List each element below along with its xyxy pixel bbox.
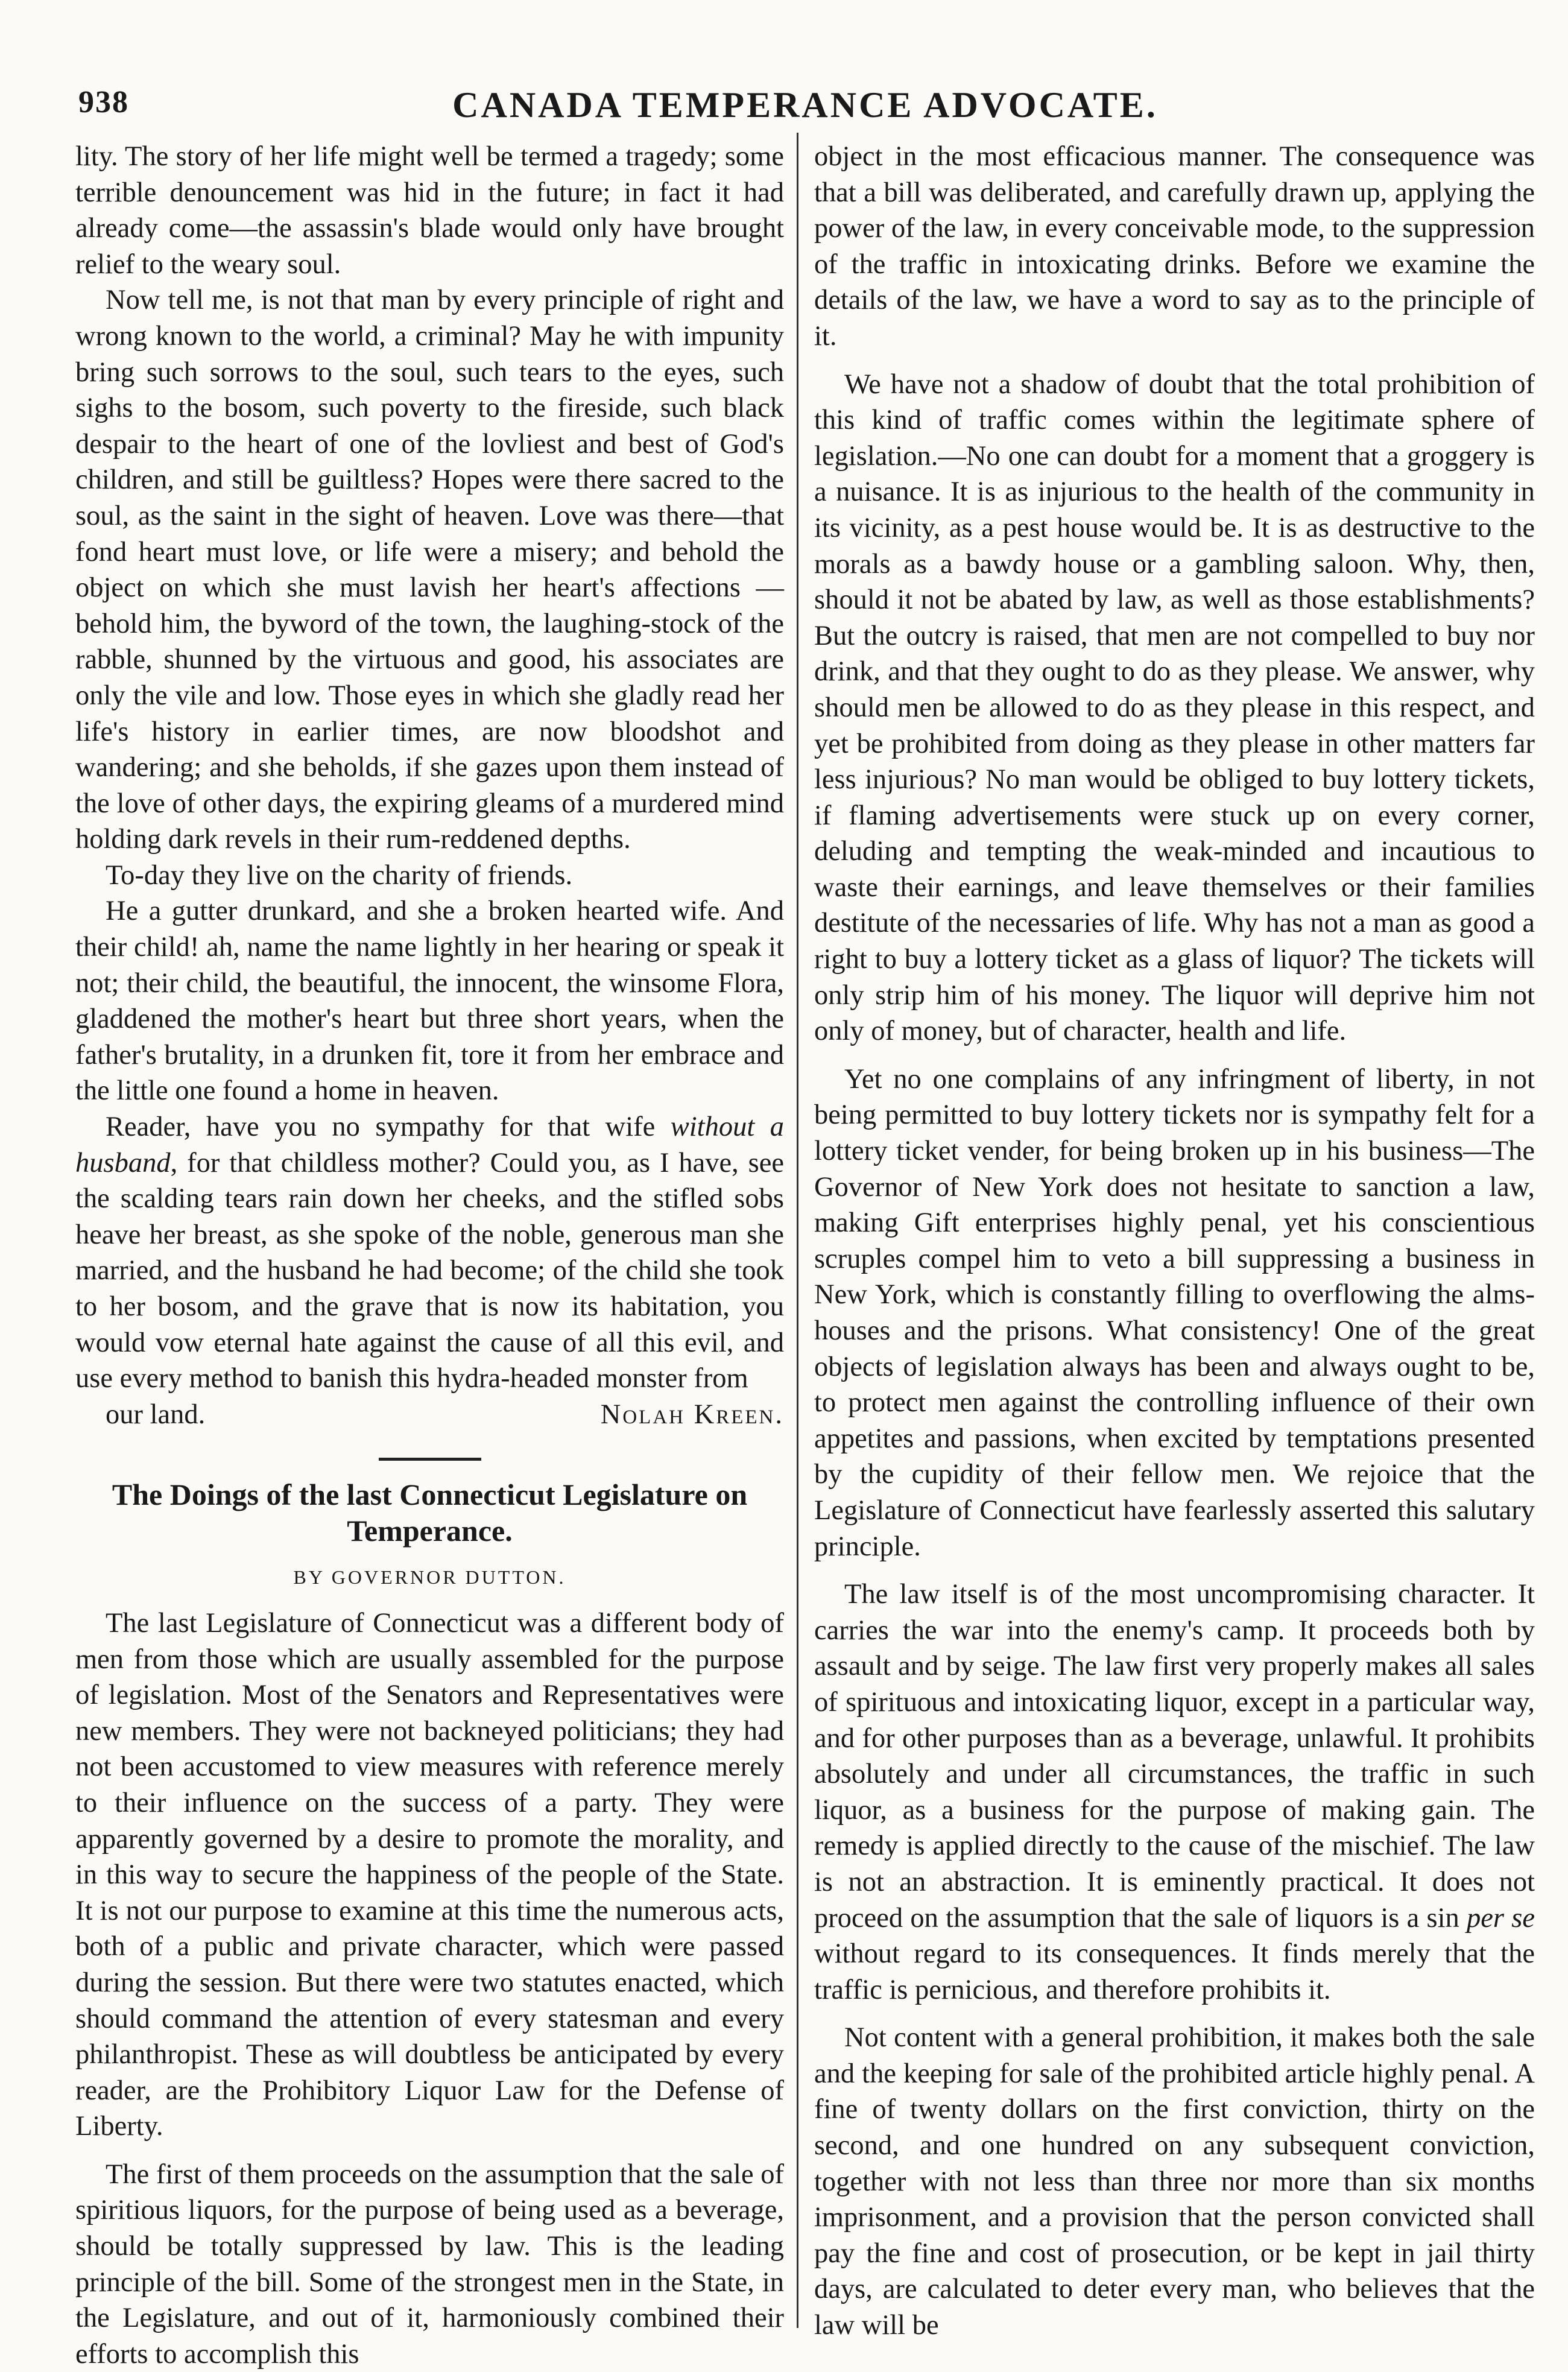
byline: BY GOVERNOR DUTTON. bbox=[293, 1566, 566, 1589]
column-divider bbox=[797, 133, 798, 2328]
paragraph: lity. The story of her life might well be termed a tragedy; some terrible denouncement was hid in the future; in fact it had already come—the assassin's blade would only have brought relief to the weary soul. bbox=[75, 141, 784, 280]
text-run: , for that childless mother? Could you, as I have, see the scalding tears rain down her cheeks, and the stifled sobs heave her breast, as she spoke of the noble, generous man she married, and the husband he had become; of the child she took to her bosom, and the grave that is now its habitation, you would vow eternal hate against the cause of all this evil, and use every method to banish this hydra-headed monster from bbox=[75, 1147, 784, 1394]
paragraph: Yet no one complains of any infringment of liberty, in not being permitted to buy lottery tickets nor is sympathy felt for a lottery ticket vender, for being broken up in his business—The Governor of New York does not hesitate to sanction a law, making Gift enterprises highly penal, yet his conscientious scruples compel him to veto a bill suppressing a business in New York, which is constantly filling to overflowing the alms-houses and the prisons. What consistency! One of the great objects of legislation always has been and always ought to be, to protect men against the controlling influence of their own appetites and passions, when excited by temptations presented by the cupidity of their fellow men. We rejoice that the Legislature of Connecticut have fearlessly asserted this salutary principle. bbox=[814, 1063, 1535, 1562]
masthead-title: CANADA TEMPERANCE ADVOCATE. bbox=[452, 85, 1158, 125]
author-signature: Nolah Kreen. bbox=[600, 1399, 784, 1430]
page-header bbox=[78, 84, 1532, 139]
right-column bbox=[814, 139, 1535, 2341]
paragraph: object in the most efficacious manner. The consequence was that a bill was deliberated, and carefully drawn up, applying the power of the law, in every conceivable mode, to the suppression of the traffic in intoxicating drinks. Before we examine the details of the law, we have a word to say as to the principle of it. bbox=[814, 141, 1535, 352]
article-title: The Doings of the last Connecticut Legislature on Temperance. bbox=[112, 1478, 748, 1548]
emphasis-text: per se bbox=[1467, 1902, 1535, 1934]
section-divider bbox=[379, 1458, 481, 1461]
paragraph: He a gutter drunkard, and she a broken hearted wife. And their child! ah, name the name lightly in her hearing or speak it not; their child, the beautiful, the innocent, the winsome Flora, gladdened the mother's heart but three short years, when the father's brutality, in a drunken fit, tore it from her embrace and the little one found a home in heaven. bbox=[75, 896, 784, 1107]
signature-line bbox=[75, 1397, 784, 1433]
paragraph: The first of them proceeds on the assumption that the sale of spiritious liquors, for the purpose of being used as a beverage, should be totally suppressed by law. This is the leading principle of the bill. Some of the strongest men in the State, in the Legislature, and out of it, harmoniously combined their efforts to accomplish this bbox=[75, 2159, 784, 2370]
paragraph: To-day they live on the charity of friends. bbox=[106, 859, 573, 891]
paragraph: We have not a shadow of doubt that the total prohibition of this kind of traffic comes within the legitimate sphere of legislation.—No one can doubt for a moment that a groggery is a nuisance. It is as injurious to the health of the community in its vicinity, as a pest house would be. It is as destructive to the morals as a bawdy house or a gambling saloon. Why, then, should it not be abated by law, as well as those establishments? But the outcry is raised, that men are not compelled to buy nor drink, and that they ought to do as they please. We answer, why should men be allowed to do as they please in this respect, and yet be prohibited from doing as they please in other matters far less injurious? No man would be obliged to buy lottery tickets, if flaming advertisements were stuck up on every corner, deluding and tempting the weak-minded and incautious to waste their earnings, and leave themselves or their families destitute of the necessaries of life. Why has not a man as good a right to buy a lottery ticket as a glass of liquor? The tickets will only strip him of his money. The liquor will deprive him not only of money, but of character, health and life. bbox=[814, 368, 1535, 1047]
paragraph bbox=[814, 1577, 1535, 2008]
paragraph: The last Legislature of Connecticut was a different body of men from those which are usually assembled for the purpose of legislation. Most of the Senators and Representatives were new members. They were not backneyed politicians; they had not been accustomed to view measures with reference merely to their influence on the success of a party. They were apparently governed by a desire to promote the morality, and in this way to secure the happiness of the people of the State. It is not our purpose to examine at this time the numerous acts, both of a public and private character, which were passed during the session. But there were two statutes enacted, which should command the attention of every statesman and every philanthropist. These as will doubtless be anticipated by every reader, are the Prohibitory Liquor Law for the Defense of Liberty. bbox=[75, 1607, 784, 2142]
emphasis-text: without a husband bbox=[75, 1112, 784, 1178]
paragraph bbox=[75, 1109, 784, 1397]
paragraph: Now tell me, is not that man by every principle of right and wrong known to the world, a criminal? May he with impunity bring such sorrows to the soul, such tears to the eyes, such sighs to the bosom, such poverty to the fireside, such black despair to the heart of one of the lovliest and best of God's children, and still be guiltless? Hopes were there sacred to the soul, as the saint in the sight of heaven. Love was there—that fond heart must love, or life were a misery; and behold the object on which she must lavish her heart's affections —behold him, the byword of the town, the laughing-stock of the rabble, shunned by the virtuous and good, his associates are only the vile and low. Those eyes in which she gladly read her life's history in earlier times, are now bloodshot and wandering; and she beholds, if she gazes upon them instead of the love of other days, the expiring gleams of a murdered mind holding dark revels in their rum-reddened depths. bbox=[75, 285, 784, 855]
page-number: 938 bbox=[78, 85, 129, 119]
text-run: The law itself is of the most uncompromising character. It carries the war into the enemy's camp. It proceeds both by assault and by seige. The law first very properly makes all sales of spirituous and intoxicating liquor, except in a particular way, and for other purposes than as a beverage, unlawful. It prohibits absolutely and under all circumstances, the traffic in such liquor, as a business for the purpose of making gain. The remedy is applied directly to the cause of the mischief. The law is not an abstraction. It is eminently practical. It does not proceed on the assumption that the sale of liquors is a sin bbox=[814, 1579, 1535, 1934]
paragraph: Not content with a general prohibition, it makes both the sale and the keeping for sale of the prohibited article highly penal. A fine of twenty dollars on the first conviction, thirty on the second, and one hundred on any subsequent conviction, together with not less than three nor more than six months imprisonment, and a provision that the person convicted shall pay the fine and cost of prosecution, or be kept in jail thirty days, are calculated to deter every man, who believes that the law will be bbox=[814, 2022, 1535, 2341]
left-column bbox=[75, 139, 784, 2370]
text-run: Reader, have you no sympathy for that wife bbox=[106, 1112, 671, 1143]
text-run: without regard to its consequences. It finds merely that the traffic is pernicious, and therefore prohibits it. bbox=[814, 1938, 1535, 2005]
text-run: our land. bbox=[106, 1399, 206, 1430]
